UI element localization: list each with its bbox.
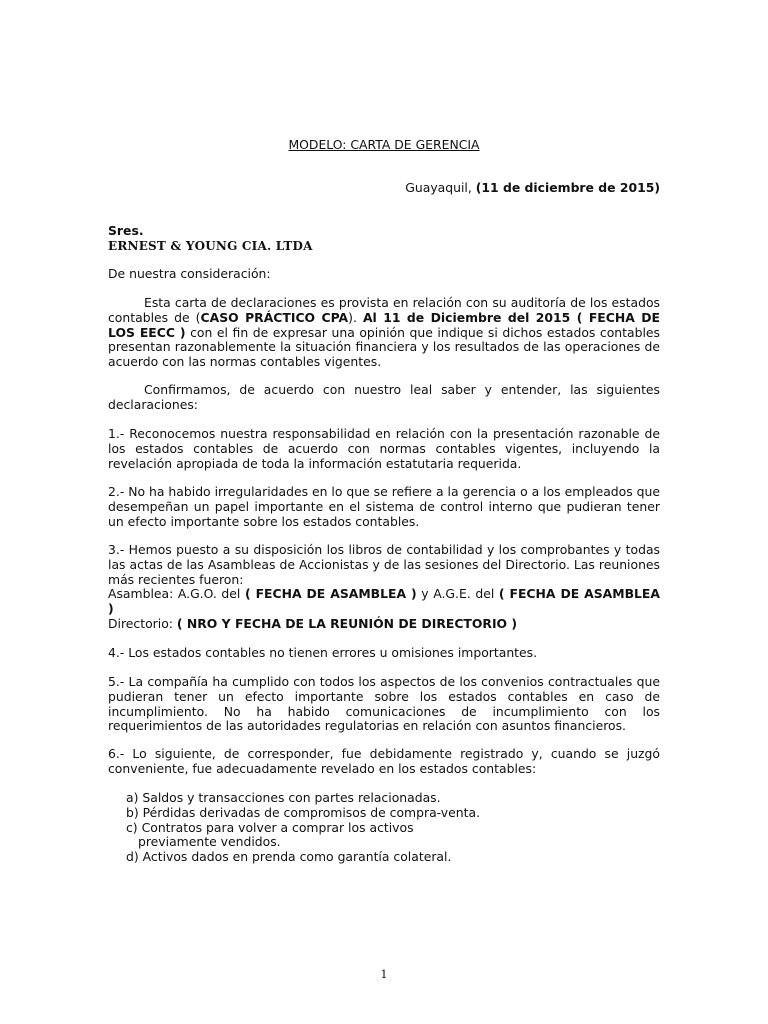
list-item: c) Contratos para volver a comprar los activos: [126, 819, 414, 835]
list-item: b) Pérdidas derivadas de compromisos de compra-venta.: [126, 804, 481, 820]
list-item: d) Activos dados en prenda como garantía colateral.: [126, 849, 452, 865]
asamblea-label: Asamblea: A.G.O. del: [108, 586, 245, 602]
recipient-company: ERNEST & YOUNG CIA. LTDA: [108, 239, 313, 253]
intro-text-1: Esta carta de declaraciones es provista en relación con su auditoría de los estados contables de (: [108, 295, 660, 325]
confirm-paragraph: Confirmamos, de acuerdo con nuestro leal saber y entender, las siguientes declaraciones:: [108, 382, 660, 412]
declaration-5: 5.- La compañía ha cumplido con todos los aspectos de los convenios contractuales que pudieran tener un efecto importante sobre los estados contables en caso de incumplimiento. No ha habido comunicaciones de incumplimiento con los requerimientos de las autoridades regulatorias en relación con asuntos financieros.: [108, 674, 660, 734]
date-line: [108, 181, 660, 196]
asamblea-age-date: ( FECHA DE ASAMBLEA ): [108, 586, 660, 617]
page-number: 1: [380, 968, 388, 981]
salutation: De nuestra consideración:: [108, 266, 271, 281]
letter-date: (11 de diciembre de 2015): [475, 180, 660, 195]
directorio-label: Directorio:: [108, 615, 177, 631]
statement-date: Al 11 de Diciembre del 2015 ( FECHA DE LOS EECC ): [108, 309, 660, 340]
asamblea-ago-date: ( FECHA DE ASAMBLEA ): [244, 586, 417, 602]
case-name: CASO PRÁCTICO CPA: [200, 309, 349, 325]
declaration-3: [108, 543, 660, 632]
declaration-1: 1.- Reconocemos nuestra responsabilidad en relación con la presentación razonable de los estados contables de acuerdo con normas contables vigentes, incluyendo la revelación apropiada de toda la información estatutaria requerida.: [108, 426, 660, 471]
list-item: a) Saldos y transacciones con partes relacionadas.: [126, 790, 441, 805]
intro-paragraph: [108, 296, 660, 370]
declaration-3-text: 3.- Hemos puesto a su disposición los libros de contabilidad y los comprobantes y todas las actas de las Asambleas de Accionistas y de las sesiones del Directorio. Las reuniones más recientes fueron:: [108, 542, 660, 587]
document-title: MODELO: CARTA DE GERENCIA: [288, 137, 480, 152]
greeting: Sres.: [108, 223, 144, 238]
declaration-2: 2.- No ha habido irregularidades en lo que se refiere a la gerencia o a los empleados que desempeñan un papel importante en el sistema de control interno que pudieran tener un efecto importante sobre los estados contables.: [108, 484, 660, 529]
city: Guayaquil,: [405, 180, 476, 195]
intro-text-2: ).: [348, 309, 363, 325]
declaration-4: 4.- Los estados contables no tienen errores u omisiones importantes.: [108, 645, 538, 660]
declaration-6-list: [126, 791, 646, 865]
intro-text-3: con el fin de expresar una opinión que indique si dichos estados contables presentan razonablemente la situación financiera y los resultados de las operaciones de acuerdo con las normas contables vigentes.: [108, 324, 660, 370]
declaration-6: 6.- Lo siguiente, de corresponder, fue debidamente registrado y, cuando se juzgó conveniente, fue adecuadamente revelado en los estados contables:: [108, 746, 660, 776]
directorio-meeting: ( NRO Y FECHA DE LA REUNIÓN DE DIRECTORIO ): [176, 615, 518, 631]
list-item-continuation: previamente vendidos.: [138, 834, 281, 850]
asamblea-mid: y A.G.E. del: [416, 586, 499, 602]
